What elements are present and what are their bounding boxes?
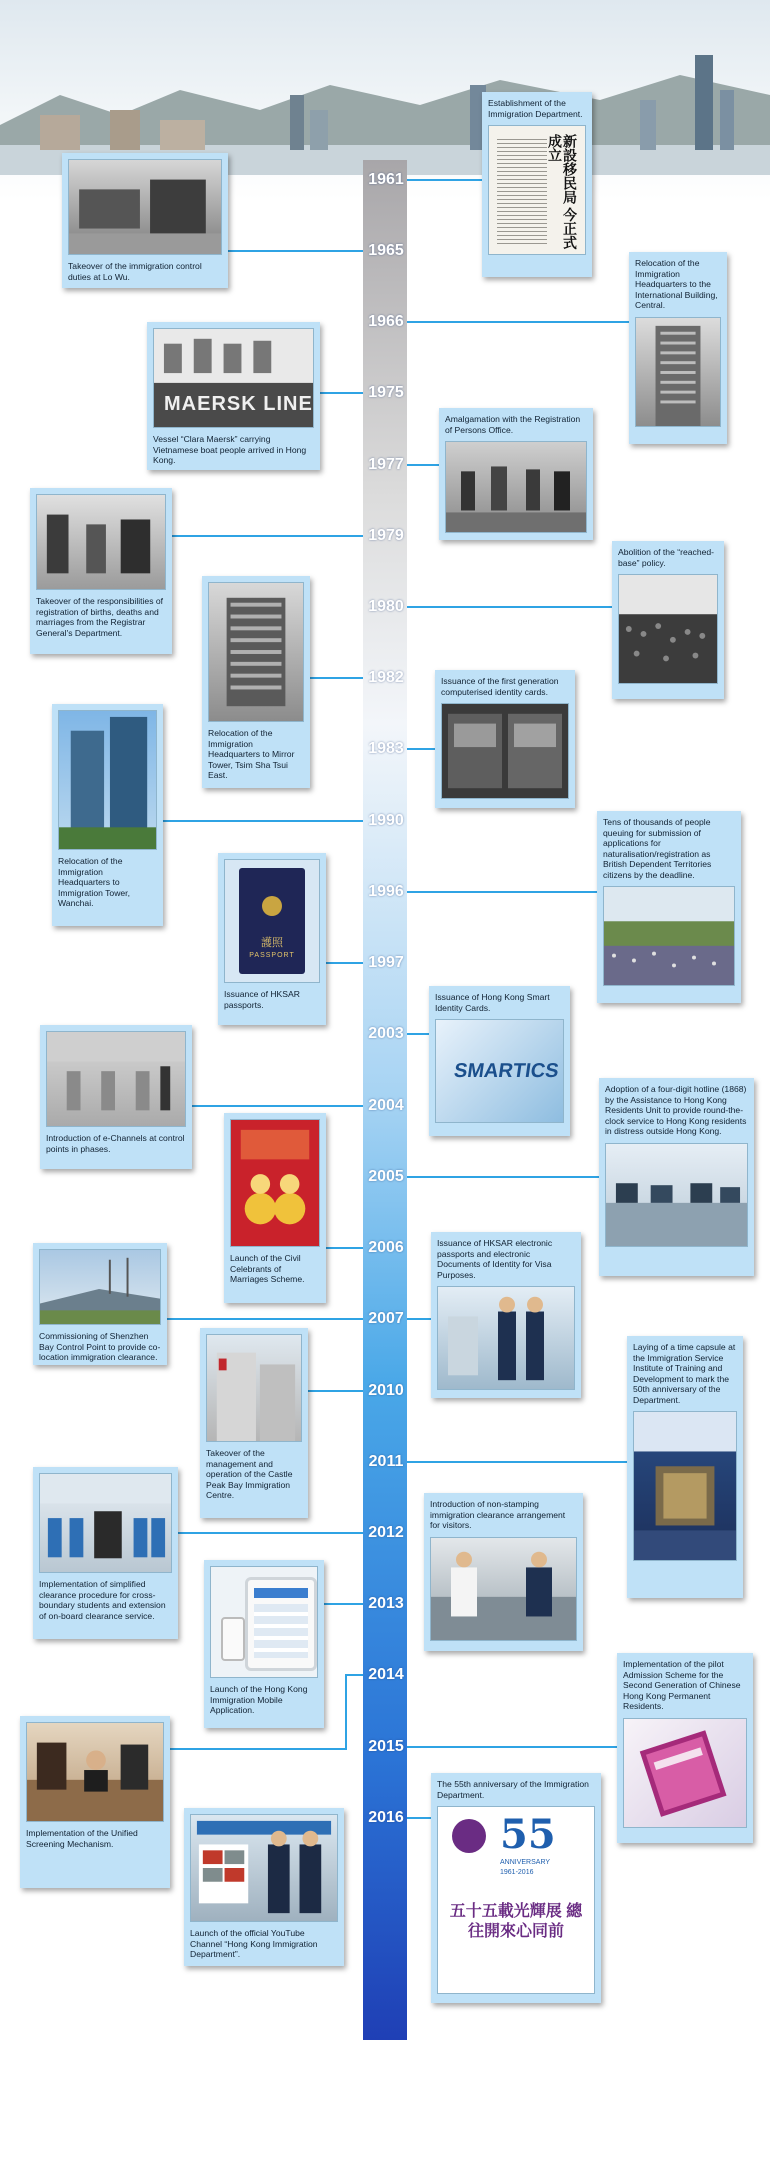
connector-2003 [407,1033,429,1035]
event-caption-2014: Implementation of the pilot Admission Scheme for the Second Generation of Chinese Hong Kong Permanent Residents. [623,1659,741,1711]
department-crest-icon [452,1819,486,1853]
event-caption-2003: Issuance of Hong Kong Smart Identity Cards. [435,992,550,1013]
connector-2007-left [167,1318,363,1320]
connector-1980 [407,606,612,608]
event-card-2012-right [424,1493,583,1651]
shenzhen-bay-photo [39,1249,161,1325]
event-caption-2007-right: Issuance of HKSAR electronic passports and electronic Documents of Identity for Visa Purposes. [437,1238,553,1280]
connector-2004 [192,1105,363,1107]
lo-wu-photo [68,159,222,255]
year-1997: 1997 [368,954,404,971]
year-2012: 2012 [368,1524,404,1541]
year-2014: 2014 [368,1666,404,1683]
connector-2015 [407,1746,617,1748]
event-caption-1966: Relocation of the Immigration Headquarters to the International Building, Central. [635,258,718,310]
event-caption-1979: Takeover of the responsibilities of registration of births, deaths and marriages from the Registrar General's Department. [36,596,164,638]
passport-en-label: PASSPORT [249,952,295,959]
event-caption-2004: Introduction of e-Channels at control points in phases. [46,1133,185,1154]
year-1990: 1990 [368,812,404,829]
year-1975: 1975 [368,384,404,401]
year-2004: 2004 [368,1097,404,1114]
year-2010: 2010 [368,1382,404,1399]
connector-1982 [310,677,363,679]
connector-1983 [407,748,435,750]
phone-device [221,1617,245,1661]
year-1965: 1965 [368,242,404,259]
connector-1996 [407,891,597,893]
event-caption-1965: Takeover of the immigration control duties at Lo Wu. [68,261,202,282]
connector-2014-to-card [170,1748,347,1750]
event-card-1982 [202,576,310,788]
year-2015: 2015 [368,1738,404,1755]
event-caption-2012-right: Introduction of non-stamping immigration clearance arrangement for visitors. [430,1499,566,1530]
event-card-1979 [30,488,172,654]
event-card-2006 [224,1113,326,1303]
event-card-2005 [599,1078,754,1276]
connector-1979 [172,535,363,537]
event-card-2007-left [33,1243,167,1365]
connector-2010 [308,1390,363,1392]
newspaper-photo [488,125,586,255]
connector-1975 [320,392,363,394]
connector-2005 [407,1176,599,1178]
e-passport-photo [437,1286,575,1390]
event-caption-2016-anniversary: The 55th anniversary of the Immigration Department. [437,1779,589,1800]
event-card-2016-youtube [184,1808,344,1966]
connector-1990 [163,820,363,822]
screening-mechanism-photo [26,1722,164,1822]
event-caption-2005: Adoption of a four-digit hotline (1868) by the Assistance to Hong Kong Residents Unit to provide round-the-clock service to Hong Kong residents in distress outside Hong Kong. [605,1084,747,1136]
queue-crowd-photo [603,886,735,986]
emblem-icon [262,896,282,916]
registration-office-photo [445,441,587,533]
event-caption-1977: Amalgamation with the Registration of Persons Office. [445,414,581,435]
connector-2014 [345,1674,363,1676]
admission-scheme-leaflet [623,1718,747,1828]
event-caption-2012: Implementation of simplified clearance procedure for cross-boundary students and extension of on-board clearance service. [39,1579,166,1621]
event-caption-2011: Laying of a time capsule at the Immigration Service Institute of Training and Development to mark the 50th anniversary of the Department. [633,1342,736,1405]
event-caption-1996: Tens of thousands of people queuing for submission of applications for naturalisation/registration as British Dependent Territories citizens by the deadline. [603,817,712,880]
international-building-photo [635,317,721,427]
event-caption-1982: Relocation of the Immigration Headquarters to Mirror Tower, Tsim Sha Tsui East. [208,728,295,780]
civil-celebrants-poster [230,1119,320,1247]
anniversary-label: ANNIVERSARY [500,1859,551,1866]
event-caption-2010: Takeover of the management and operation of the Castle Peak Bay Immigration Centre. [206,1448,293,1500]
maersk-vessel-photo [153,328,314,428]
event-card-1965 [62,153,228,288]
registry-photo [36,494,166,590]
event-card-2015 [20,1716,170,1888]
event-caption-1975: Vessel “Clara Maersk” carrying Vietnamese boat people arrived in Hong Kong. [153,434,307,465]
passport-cover [239,868,305,974]
tablet-device [245,1577,317,1671]
event-card-2013 [204,1560,324,1728]
event-card-1997 [218,853,326,1025]
newspaper-text-block [497,136,547,246]
identity-cards-photo [441,703,569,799]
event-card-1961 [482,92,592,277]
year-1980: 1980 [368,598,404,615]
year-2005: 2005 [368,1168,404,1185]
anniversary-logo [437,1806,595,1994]
event-caption-1990: Relocation of the Immigration Headquarters to Immigration Tower, Wanchai. [58,856,130,908]
event-card-1966 [629,252,727,444]
crowd-photo [618,574,718,684]
smartics-lettering: SMARTICS [452,1060,561,1082]
connector-1977 [407,464,439,466]
smart-id-card-photo [435,1019,564,1123]
year-2003: 2003 [368,1025,404,1042]
event-card-2003 [429,986,570,1136]
connector-2011 [407,1461,627,1463]
event-caption-2015: Implementation of the Unified Screening Mechanism. [26,1828,138,1849]
event-card-2011 [627,1336,743,1598]
event-caption-1961: Establishment of the Immigration Department. [488,98,583,119]
immigration-tower-photo [58,710,157,850]
event-card-1980 [612,541,724,699]
youtube-channel-photo [190,1814,338,1922]
connector-1961 [407,179,482,181]
year-1979: 1979 [368,527,404,544]
event-card-1977 [439,408,593,540]
year-1966: 1966 [368,313,404,330]
event-caption-2016-youtube: Launch of the official YouTube Channel “Hong Kong Immigration Department”. [190,1928,318,1959]
connector-2013 [324,1603,363,1605]
cross-boundary-students-photo [39,1473,172,1573]
mirror-tower-photo [208,582,304,722]
app-list [254,1604,308,1658]
connector-2012 [178,1532,363,1534]
connector-1966 [407,321,629,323]
castle-peak-bay-photo [206,1334,302,1442]
passport-cn-label: 護照 [261,937,283,949]
mobile-app-photo [210,1566,318,1678]
year-2016: 2016 [368,1809,404,1826]
event-card-1990 [52,704,163,926]
newspaper-headline: 新設移民局 今正式成立 [547,134,578,250]
event-caption-1980: Abolition of the “reached-base” policy. [618,547,715,568]
event-caption-2006: Launch of the Civil Celebrants of Marriages Scheme. [230,1253,305,1284]
event-card-2016-anniversary [431,1773,601,2003]
event-card-1983 [435,670,575,808]
year-2011: 2011 [368,1453,404,1470]
year-1996: 1996 [368,883,404,900]
event-card-2007-right [431,1232,581,1398]
non-stamping-counter-photo [430,1537,577,1641]
connector-1997 [326,962,363,964]
event-card-1975 [147,322,320,470]
connector-2007-right [407,1318,431,1320]
event-card-2014 [617,1653,753,1843]
year-1982: 1982 [368,669,404,686]
year-2013: 2013 [368,1595,404,1612]
event-caption-1997: Issuance of HKSAR passports. [224,989,300,1010]
hksar-passport-photo [224,859,320,983]
maersk-line-lettering: MAERSK LINE [164,393,313,415]
event-caption-1983: Issuance of the first generation computerised identity cards. [441,676,559,697]
hotline-office-photo [605,1143,748,1247]
year-1983: 1983 [368,740,404,757]
connector-2006 [326,1247,363,1249]
event-card-2010 [200,1328,308,1518]
time-capsule-photo [633,1411,737,1561]
event-card-2004 [40,1025,192,1169]
anniversary-number: 55 [500,1811,556,1858]
anniversary-chinese-slogan: 五十五載光輝展 總往開來心同前 [449,1903,583,1940]
event-caption-2007-left: Commissioning of Shenzhen Bay Control Point to provide co-location immigration clearance. [39,1331,161,1362]
connector-1965 [228,250,363,252]
event-caption-2013: Launch of the Hong Kong Immigration Mobile Application. [210,1684,308,1715]
event-card-1996 [597,811,741,1003]
connector-2016 [407,1817,431,1819]
year-1961: 1961 [368,171,404,188]
app-header-bar [254,1588,308,1598]
year-2007: 2007 [368,1310,404,1327]
year-2006: 2006 [368,1239,404,1256]
anniversary-years: 1961-2016 [500,1869,534,1876]
event-card-2012 [33,1467,178,1639]
e-channel-photo [46,1031,186,1127]
connector-2014-drop [345,1674,347,1750]
year-1977: 1977 [368,456,404,473]
